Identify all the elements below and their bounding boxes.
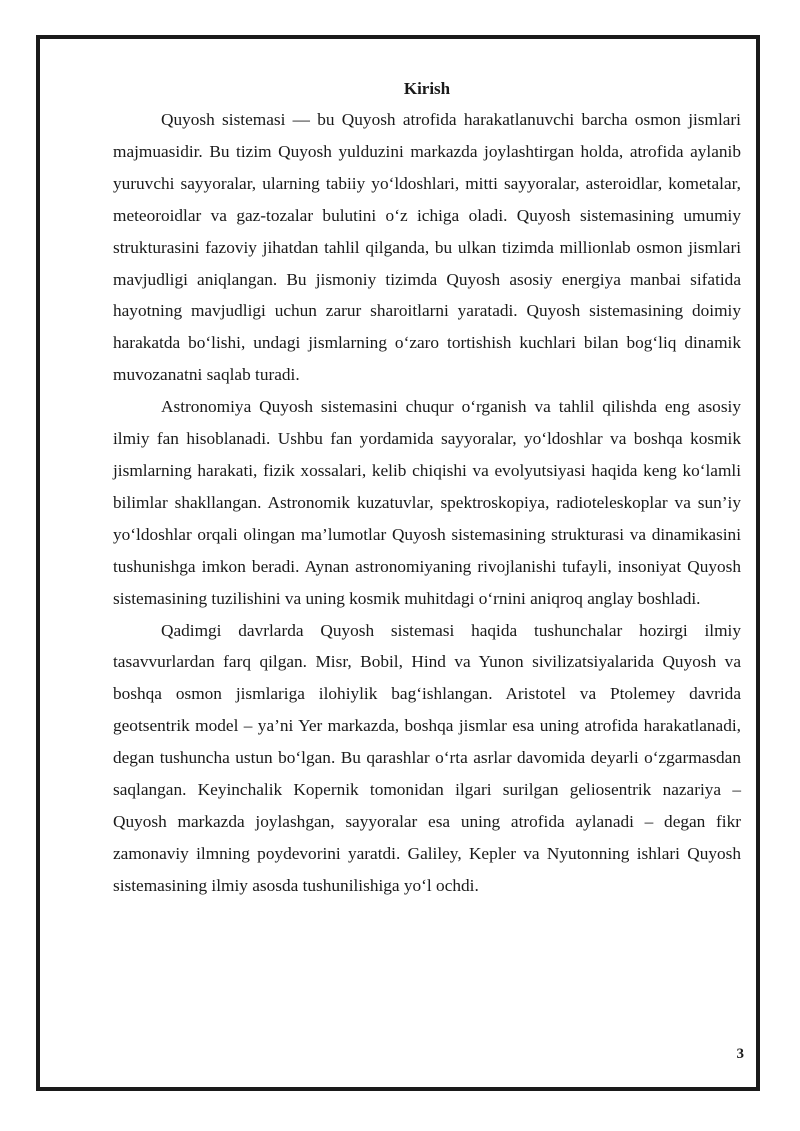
page-content [113, 74, 741, 902]
paragraph-2: Astronomiya Quyosh sistemasini chuqur o‘rganish va tahlil qilishda eng asosiy ilmiy fan hisoblanadi. Ushbu fan yordamida sayyoralar, yo‘ldoshlar va boshqa kosmik jismlarning harakati, fizik xossalari, kelib chiqishi va evolyutsiyasi haqida keng ko‘lamli bilimlar shakllangan. Astronomik kuzatuvlar, spektroskopiya, radioteleskoplar va sun’iy yo‘ldoshlar orqali olingan ma’lumotlar Quyosh sistemasining strukturasi va dinamikasini tushunishga imkon beradi. Aynan astronomiyaning rivojlanishi tufayli, insoniyat Quyosh sistemasining tuzilishini va uning kosmik muhitdagi o‘rnini aniqroq anglay boshladi. [113, 397, 741, 608]
paragraph-1: Quyosh sistemasi — bu Quyosh atrofida harakatlanuvchi barcha osmon jismlari majmuasidir. Bu tizim Quyosh yulduzini markazda joylashtirgan holda, atrofida aylanib yuruvchi sayyoralar, ularning tabiiy yo‘ldoshlari, mitti sayyoralar, asteroidlar, kometalar, meteoroidlar va gaz-tozalar bulutini o‘z ichiga oladi. Quyosh sistemasining umumiy strukturasini fazoviy jihatdan tahlil qilganda, bu ulkan tizimda millionlab osmon jismlari mavjudligi aniqlangan. Bu jismoniy tizimda Quyosh asosiy energiya manbai sifatida hayotning mavjudligi uchun zarur sharoitlarni yaratadi. Quyosh sistemasining doimiy harakatda bo‘lishi, undagi jismlarning o‘zaro tortishish kuchlari bilan bog‘liq dinamik muvozanatni saqlab turadi. [113, 110, 741, 385]
page-number: 3 [736, 1046, 744, 1062]
page-title: Kirish [403, 79, 451, 98]
paragraph-3: Qadimgi davrlarda Quyosh sistemasi haqida tushunchalar hozirgi ilmiy tasavvurlardan farq qilgan. Misr, Bobil, Hind va Yunon sivilizatsiyalarida Quyosh va boshqa osmon jismlariga ilohiylik bag‘ishlangan. Aristotel va Ptolemey davrida geotsentrik model – ya’ni Yer markazda, boshqa jismlar esa uning atrofida harakatlanadi, degan tushuncha ustun bo‘lgan. Bu qarashlar o‘rta asrlar davomida deyarli o‘zgarmasdan saqlangan. Keyinchalik Kopernik tomonidan ilgari surilgan geliosentrik nazariya – Quyosh markazda joylashgan, sayyoralar esa uning atrofida aylanadi – degan fikr zamonaviy ilmning poydevorini yaratdi. Galiley, Kepler va Nyutonning ishlari Quyosh sistemasining ilmiy asosda tushunilishiga yo‘l ochdi. [113, 620, 741, 895]
